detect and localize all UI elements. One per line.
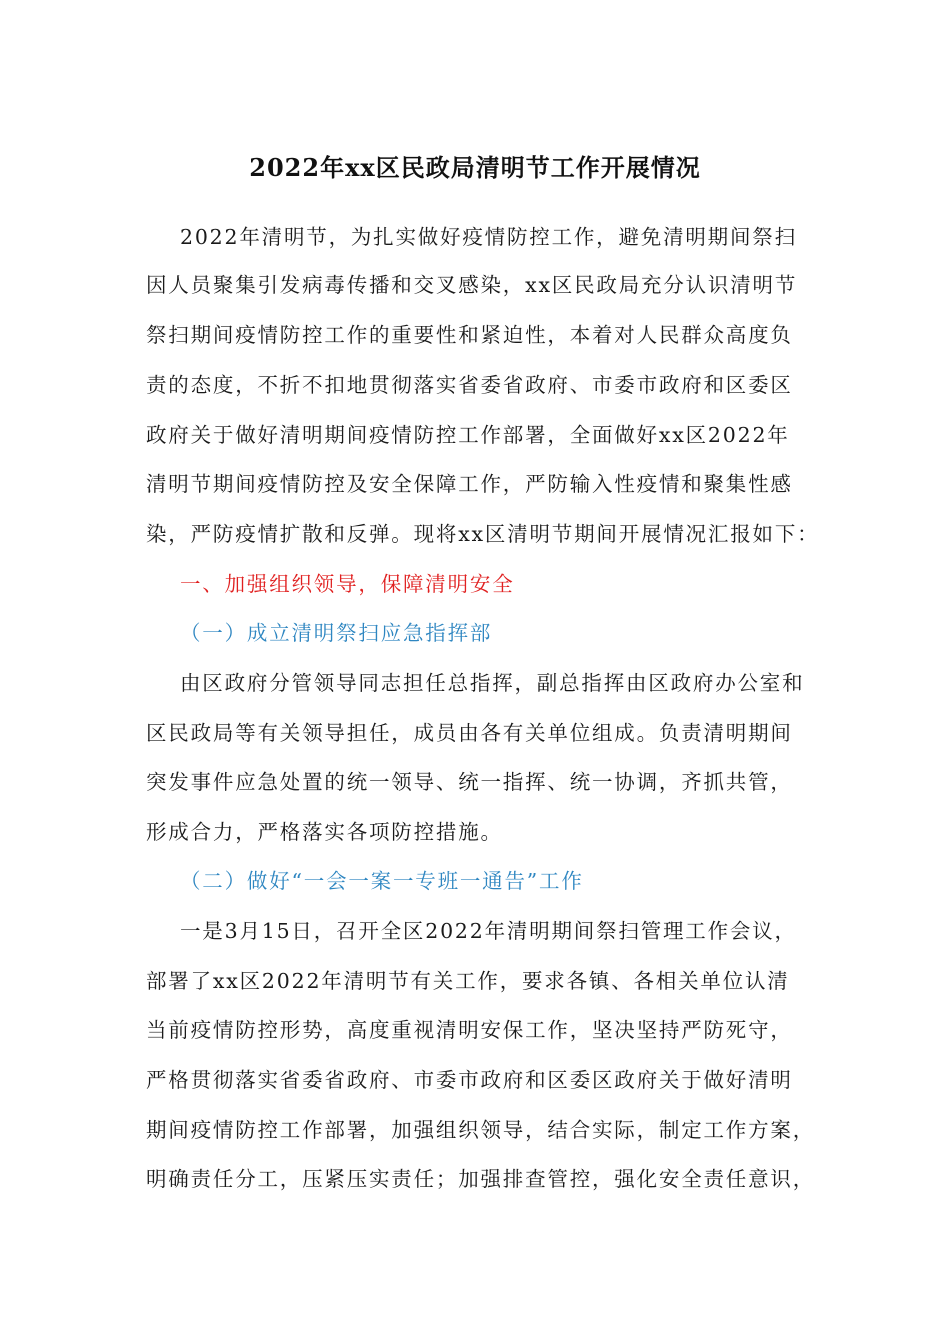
paragraph-line: 区民政局等有关领导担任，成员由各有关单位组成。负责清明期间 bbox=[146, 721, 793, 745]
paragraph-line: 清明节期间疫情防控及安全保障工作，严防输入性疫情和聚集性感 bbox=[146, 472, 793, 496]
paragraph-line: 政府关于做好清明期间疫情防控工作部署，全面做好xx区2022年 bbox=[146, 423, 790, 447]
paragraph-line: 突发事件应急处置的统一领导、统一指挥、统一协调，齐抓共管， bbox=[146, 770, 793, 794]
section-heading: 一、加强组织领导，保障清明安全 bbox=[180, 572, 515, 596]
paragraph-line: 由区政府分管领导同志担任总指挥，副总指挥由区政府办公室和 bbox=[180, 671, 805, 695]
paragraph-line: 当前疫情防控形势，高度重视清明安保工作，坚决坚持严防死守， bbox=[146, 1018, 793, 1042]
document-title: 2022年xx区民政局清明节工作开展情况 bbox=[249, 153, 701, 182]
subsection-heading: （一）成立清明祭扫应急指挥部 bbox=[180, 621, 493, 645]
paragraph-line: 期间疫情防控工作部署，加强组织领导，结合实际，制定工作方案， bbox=[146, 1118, 815, 1142]
paragraph-line: 2022年清明节，为扎实做好疫情防控工作，避免清明期间祭扫 bbox=[180, 225, 797, 249]
paragraph-line: 严格贯彻落实省委省政府、市委市政府和区委区政府关于做好清明 bbox=[146, 1068, 793, 1092]
subsection-heading: （二）做好“一会一案一专班一通告”工作 bbox=[180, 869, 584, 893]
paragraph-line: 染，严防疫情扩散和反弹。现将xx区清明节期间开展情况汇报如下： bbox=[146, 522, 820, 546]
paragraph-line: 责的态度，不折不扣地贯彻落实省委省政府、市委市政府和区委区 bbox=[146, 373, 793, 397]
paragraph-line: 形成合力，严格落实各项防控措施。 bbox=[146, 820, 503, 844]
paragraph-line: 因人员聚集引发病毒传播和交叉感染，xx区民政局充分认识清明节 bbox=[146, 273, 798, 297]
paragraph-line: 明确责任分工，压紧压实责任；加强排查管控，强化安全责任意识， bbox=[146, 1167, 815, 1191]
paragraph-line: 部署了xx区2022年清明节有关工作，要求各镇、各相关单位认清 bbox=[146, 969, 790, 993]
paragraph-line: 一是3月15日，召开全区2022年清明期间祭扫管理工作会议， bbox=[180, 919, 797, 943]
paragraph-line: 祭扫期间疫情防控工作的重要性和紧迫性，本着对人民群众高度负 bbox=[146, 323, 793, 347]
